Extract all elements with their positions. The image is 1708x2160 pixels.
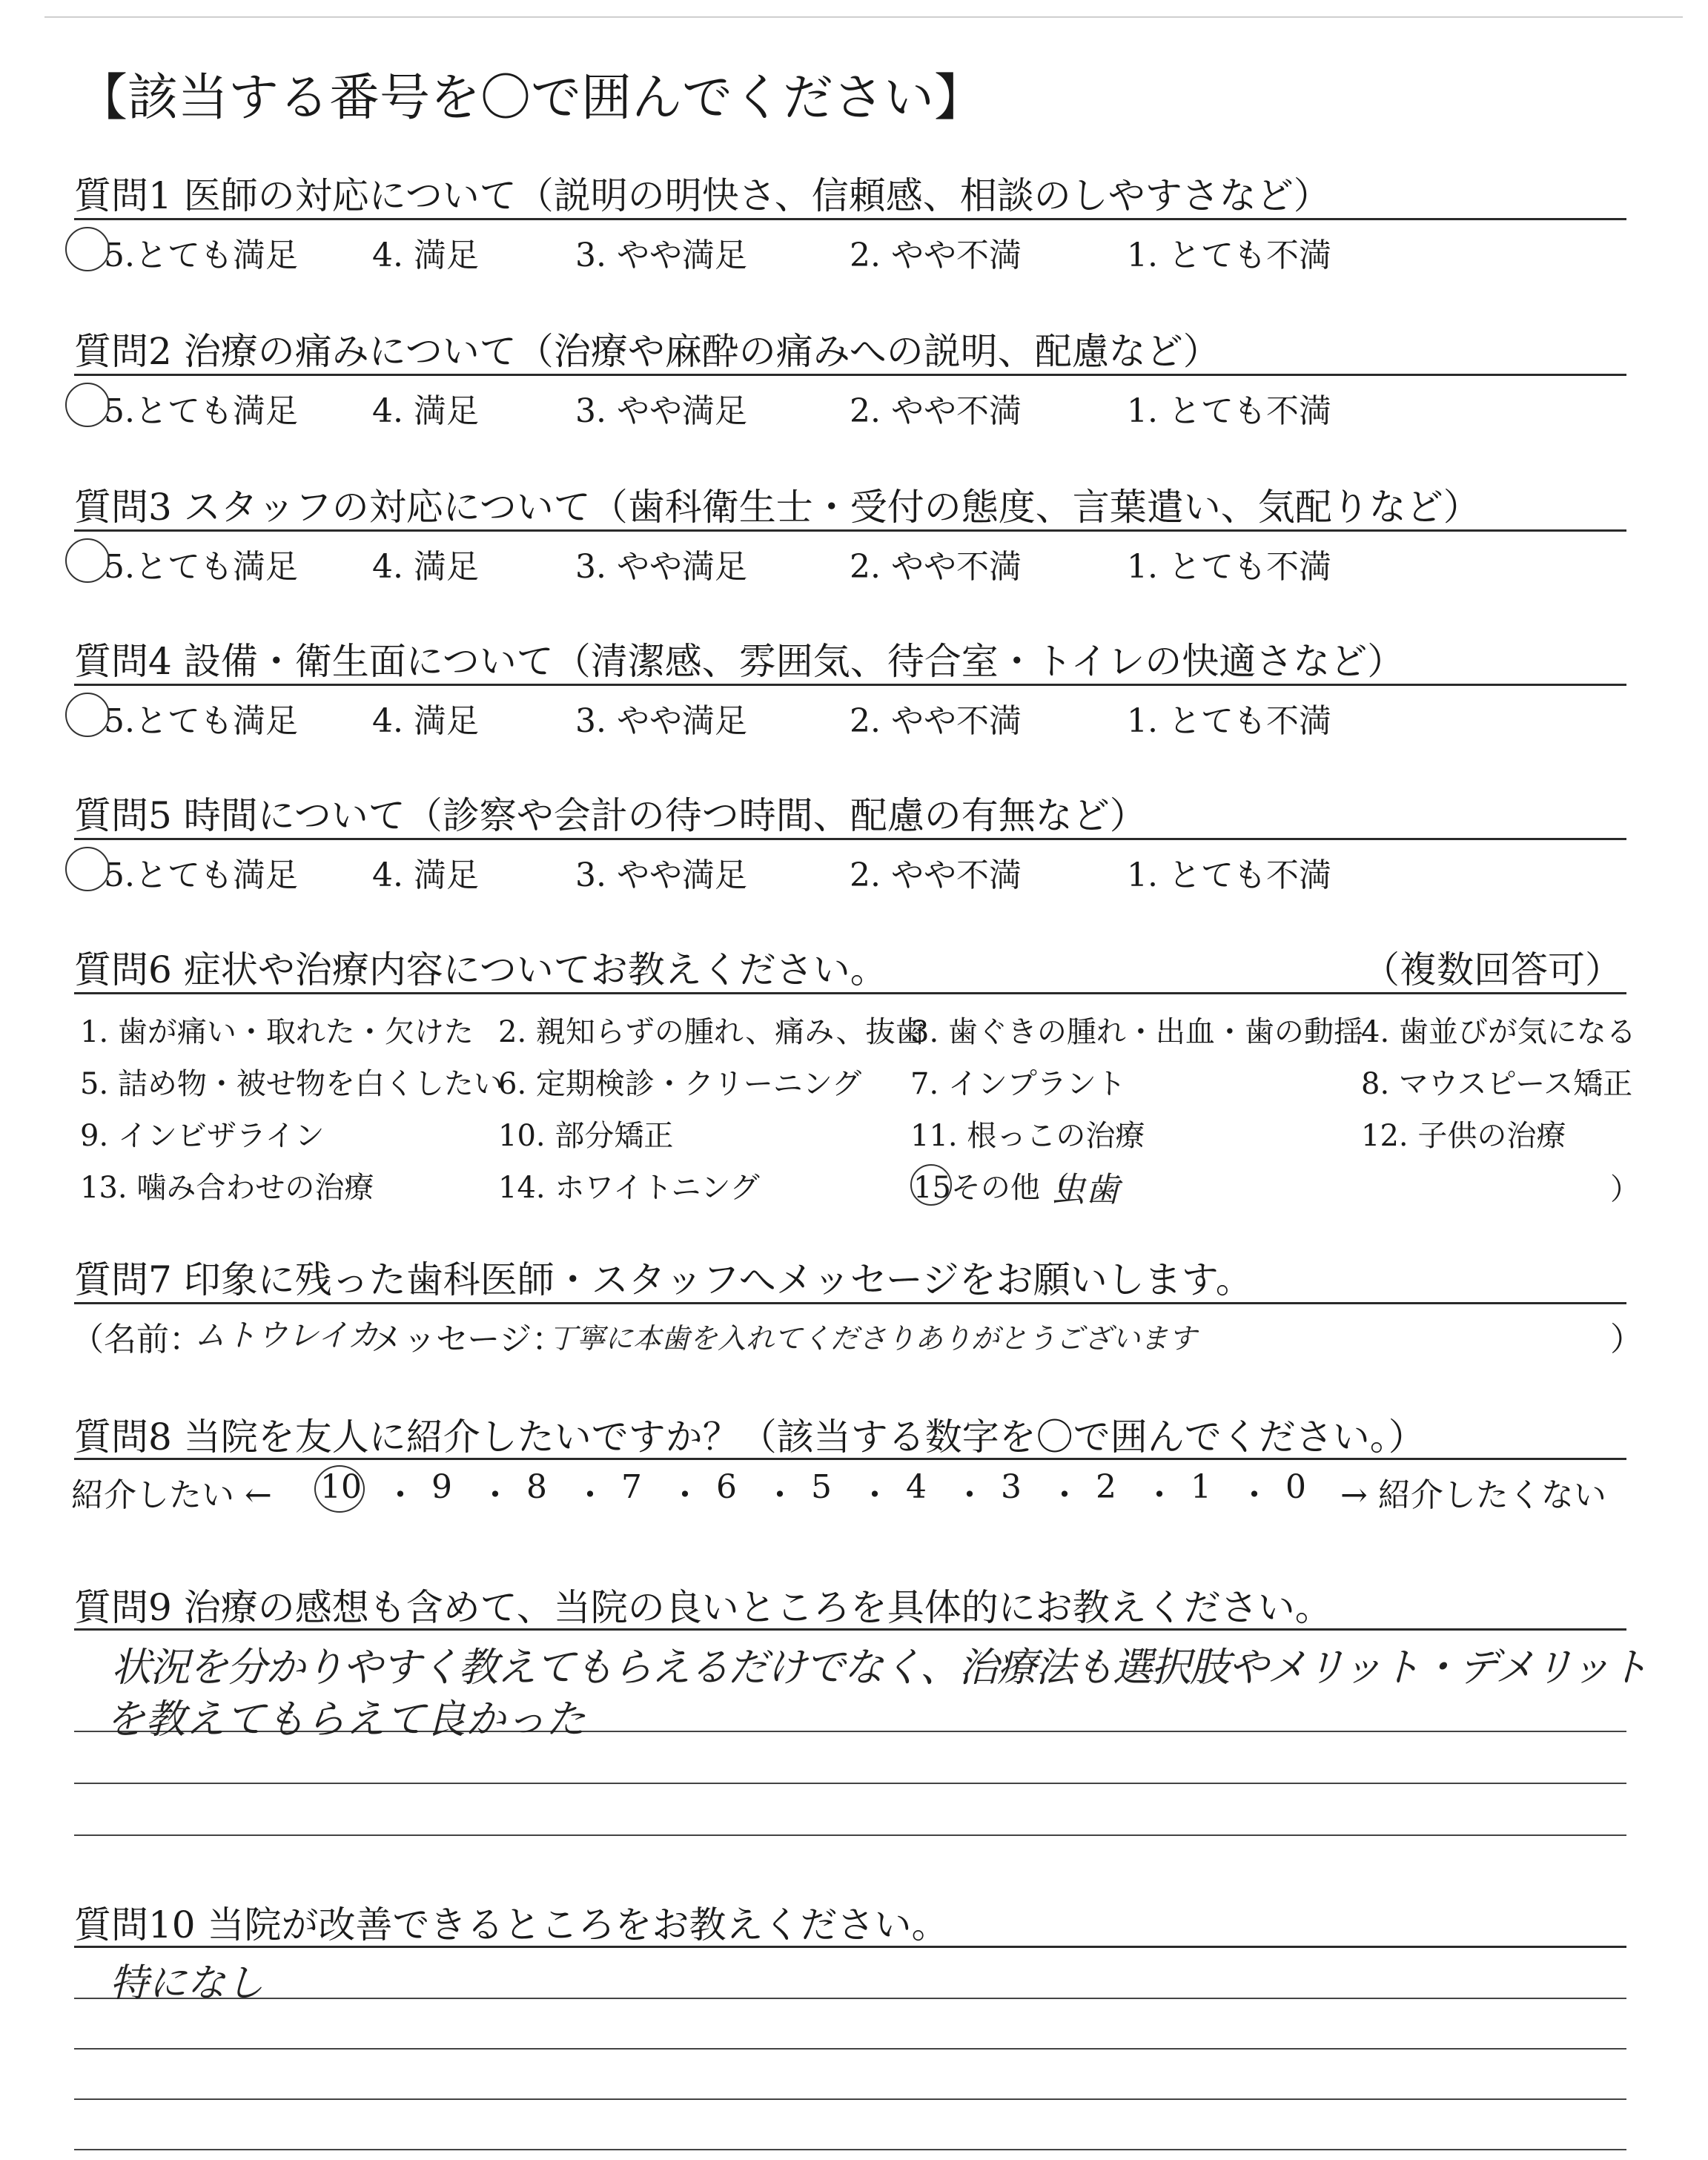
q5-option-5[interactable]: 5.とても満足 — [104, 856, 298, 894]
q8-value-7[interactable]: 7 — [621, 1468, 642, 1506]
q8-separator: ・ — [669, 1476, 701, 1514]
q6-option-12[interactable]: 12. 子供の治療 — [1361, 1119, 1566, 1153]
q5-option-1[interactable]: 1. とても不満 — [1127, 856, 1331, 894]
q2-title: 質問2 治療の痛みについて（治療や麻酔の痛みへの説明、配慮など） — [74, 330, 1220, 373]
q1-option-3[interactable]: 3. やや満足 — [575, 237, 747, 274]
q8-separator: ・ — [1238, 1476, 1271, 1514]
q4-selected-circle — [65, 693, 110, 737]
q6-note: （複数回答可） — [1363, 948, 1622, 991]
q3-option-2[interactable]: 2. やや不満 — [850, 548, 1022, 586]
q8-left-label: 紹介したい ← — [71, 1476, 272, 1514]
q7-rule — [74, 1302, 1626, 1304]
q2-option-1[interactable]: 1. とても不満 — [1127, 392, 1331, 430]
q5-title: 質問5 時間について（診察や会計の待つ時間、配慮の有無など） — [74, 794, 1147, 837]
q6-option-8[interactable]: 8. マウスピース矯正 — [1361, 1067, 1633, 1101]
q4-option-2[interactable]: 2. やや不満 — [850, 702, 1022, 740]
q8-separator: ・ — [479, 1476, 512, 1514]
q10-rule-3 — [74, 2048, 1626, 2050]
q7-message-label: メッセージ： — [371, 1321, 565, 1358]
q6-selected-circle — [910, 1164, 952, 1206]
q8-right-label: → 紹介したくない — [1340, 1476, 1606, 1514]
q4-title: 質問4 設備・衛生面について（清潔感、雰囲気、待合室・トイレの快適さなど） — [74, 640, 1405, 683]
q4-option-4[interactable]: 4. 満足 — [372, 702, 479, 740]
q6-option-5[interactable]: 5. 詰め物・被せ物を白くしたい — [80, 1067, 503, 1101]
q6-option-4[interactable]: 4. 歯並びが気になる — [1361, 1015, 1636, 1049]
q1-selected-circle — [65, 227, 110, 271]
q7-close-paren: ） — [1610, 1321, 1643, 1358]
q2-option-5[interactable]: 5.とても満足 — [104, 392, 298, 430]
q3-option-4[interactable]: 4. 満足 — [372, 548, 479, 586]
q7-title: 質問7 印象に残った歯科医師・スタッフへメッセージをお願いします。 — [74, 1258, 1253, 1301]
q4-option-5[interactable]: 5.とても満足 — [104, 702, 298, 740]
q9-answer-line-1[interactable]: 状況を分かりやすく教えてもらえるだけでなく、治療法も選択肢やメリット・デメリット — [111, 1644, 1648, 1691]
q3-title: 質問3 スタッフの対応について（歯科衛生士・受付の態度、言葉遣い、気配りなど） — [74, 486, 1480, 529]
q3-rule — [74, 529, 1626, 532]
q6-rule — [74, 992, 1626, 994]
q1-title: 質問1 医師の対応について（説明の明快さ、信頼感、相談のしやすさなど） — [74, 174, 1331, 217]
q9-rule-1 — [74, 1628, 1626, 1631]
q6-option-13[interactable]: 13. 噛み合わせの治療 — [80, 1171, 374, 1205]
q1-option-2[interactable]: 2. やや不満 — [850, 237, 1022, 274]
q7-message-value[interactable]: 丁寧に本歯を入れてくださりありがとうございます — [549, 1322, 1197, 1355]
q6-option-15[interactable]: 15その他（ — [913, 1171, 1070, 1205]
q9-rule-4 — [74, 1834, 1626, 1836]
q8-value-3[interactable]: 3 — [1001, 1468, 1022, 1506]
q8-value-5[interactable]: 5 — [811, 1468, 832, 1506]
q1-option-1[interactable]: 1. とても不満 — [1127, 237, 1331, 274]
q5-rule — [74, 838, 1626, 840]
q2-selected-circle — [65, 383, 110, 427]
q6-other-answer[interactable]: 虫歯 — [1051, 1169, 1119, 1209]
q5-option-3[interactable]: 3. やや満足 — [575, 856, 747, 894]
q10-rule-5 — [74, 2149, 1626, 2150]
q1-option-5[interactable]: 5.とても満足 — [104, 237, 298, 274]
q6-option-11[interactable]: 11. 根っこの治療 — [910, 1119, 1145, 1153]
q9-rule-3 — [74, 1783, 1626, 1784]
q8-separator: ・ — [1048, 1476, 1081, 1514]
q2-option-2[interactable]: 2. やや不満 — [850, 392, 1022, 430]
q9-title: 質問9 治療の感想も含めて、当院の良いところを具体的にお教えください。 — [74, 1586, 1332, 1629]
q8-separator: ・ — [574, 1476, 606, 1514]
q8-value-2[interactable]: 2 — [1096, 1468, 1116, 1506]
q5-option-2[interactable]: 2. やや不満 — [850, 856, 1022, 894]
q8-rule — [74, 1458, 1626, 1460]
page-top-edge — [44, 16, 1683, 18]
q6-option-7[interactable]: 7. インプラント — [910, 1067, 1126, 1101]
q6-option-3[interactable]: 3. 歯ぐきの腫れ・出血・歯の動揺 — [910, 1015, 1363, 1049]
q1-rule — [74, 218, 1626, 220]
q4-rule — [74, 684, 1626, 686]
q3-option-3[interactable]: 3. やや満足 — [575, 548, 747, 586]
q10-rule-4 — [74, 2098, 1626, 2100]
q8-value-9[interactable]: 9 — [431, 1468, 452, 1506]
q7-name-label: （名前： — [71, 1321, 202, 1358]
q8-value-4[interactable]: 4 — [906, 1468, 927, 1506]
q8-value-6[interactable]: 6 — [716, 1468, 737, 1506]
q2-rule — [74, 374, 1626, 376]
q3-option-5[interactable]: 5.とても満足 — [104, 548, 298, 586]
q6-option-14[interactable]: 14. ホワイトニング — [498, 1171, 760, 1205]
q6-option-9[interactable]: 9. インビザライン — [80, 1119, 325, 1153]
q5-option-4[interactable]: 4. 満足 — [372, 856, 479, 894]
q3-selected-circle — [65, 538, 110, 583]
q6-title: 質問6 症状や治療内容についてお教えください。 — [74, 948, 887, 991]
q6-option-2[interactable]: 2. 親知らずの腫れ、痛み、抜歯 — [498, 1015, 925, 1049]
q8-selected-circle — [314, 1465, 365, 1513]
q8-value-1[interactable]: 1 — [1191, 1468, 1211, 1506]
q8-value-0[interactable]: 0 — [1285, 1468, 1306, 1506]
q6-option-6[interactable]: 6. 定期検診・クリーニング — [498, 1067, 862, 1101]
q8-separator: ・ — [858, 1476, 891, 1514]
q8-separator: ・ — [1143, 1476, 1176, 1514]
q8-title: 質問8 当院を友人に紹介したいですか？（該当する数字を〇で囲んでください。） — [74, 1416, 1426, 1459]
q10-rule-1 — [74, 1946, 1626, 1948]
q8-separator: ・ — [953, 1476, 986, 1514]
q2-option-4[interactable]: 4. 満足 — [372, 392, 479, 430]
q9-answer-line-2[interactable]: を教えてもらえて良かった — [105, 1696, 586, 1743]
q6-option-10[interactable]: 10. 部分矯正 — [498, 1119, 674, 1153]
q6-option-1[interactable]: 1. 歯が痛い・取れた・欠けた — [80, 1015, 474, 1049]
q8-value-10[interactable]: 10 — [320, 1468, 362, 1506]
q5-selected-circle — [65, 847, 110, 891]
q10-answer[interactable]: 特になし — [110, 1961, 265, 2006]
q6-close-paren: ） — [1610, 1172, 1640, 1206]
q4-option-3[interactable]: 3. やや満足 — [575, 702, 747, 740]
q8-separator: ・ — [384, 1476, 417, 1514]
q10-title: 質問10 当院が改善できるところをお教えください。 — [74, 1903, 949, 1946]
q10-rule-2 — [74, 1998, 1626, 1999]
q7-name-value[interactable]: ムトウレイカ — [194, 1317, 379, 1353]
q1-option-4[interactable]: 4. 満足 — [372, 237, 479, 274]
q8-value-8[interactable]: 8 — [526, 1468, 547, 1506]
q2-option-3[interactable]: 3. やや満足 — [575, 392, 747, 430]
page-title: 【該当する番号を〇で囲んでください】 — [77, 69, 985, 128]
q3-option-1[interactable]: 1. とても不満 — [1127, 548, 1331, 586]
q4-option-1[interactable]: 1. とても不満 — [1127, 702, 1331, 740]
q8-separator: ・ — [764, 1476, 796, 1514]
